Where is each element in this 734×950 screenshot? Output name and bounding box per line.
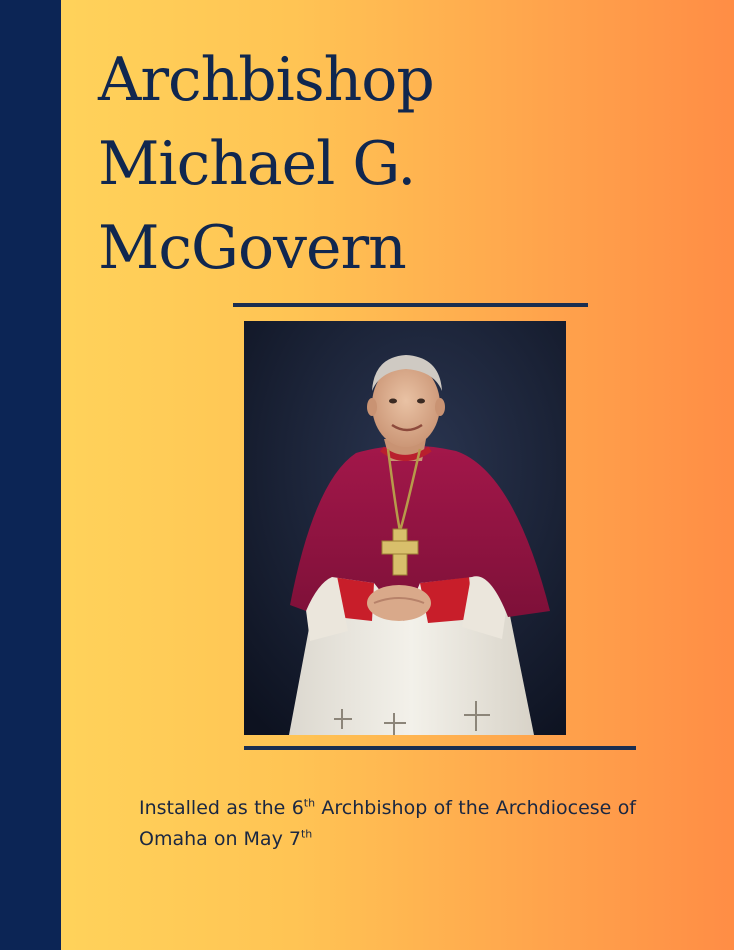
divider-bottom bbox=[244, 746, 636, 750]
title-line-3: McGovern bbox=[98, 213, 406, 283]
caption-date-suffix: th bbox=[300, 827, 313, 841]
caption-ordinal-suffix: th bbox=[303, 796, 316, 810]
page-title bbox=[98, 38, 658, 290]
divider-top bbox=[233, 303, 588, 307]
navy-side-bar bbox=[0, 0, 61, 950]
title-line-2: Michael G. bbox=[98, 129, 416, 199]
caption-part-2: Archbishop of the Archdiocese of Omaha on May 7 bbox=[139, 797, 637, 850]
title-line-1: Archbishop bbox=[98, 45, 434, 115]
caption-part-1: Installed as the 6 bbox=[139, 797, 304, 819]
portrait-photo bbox=[244, 321, 566, 735]
installation-caption bbox=[139, 793, 636, 855]
